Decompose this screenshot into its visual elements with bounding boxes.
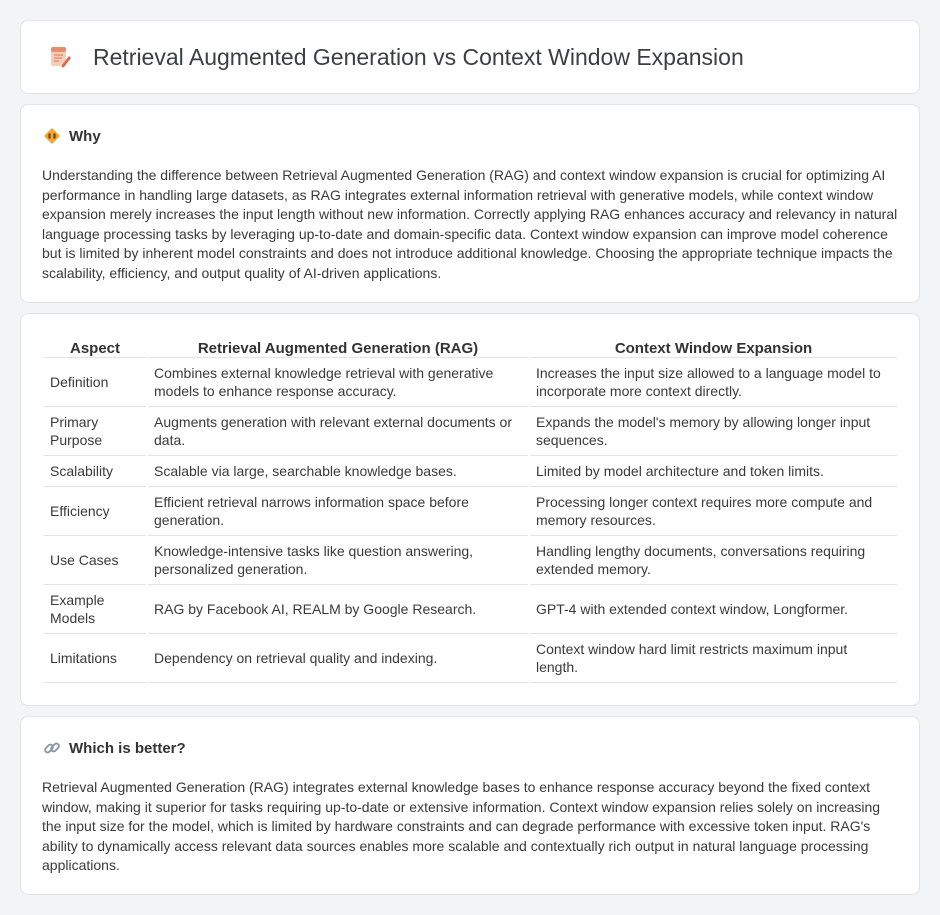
better-text: Retrieval Augmented Generation (RAG) integrates external knowledge bases to enhance response accuracy beyond the fixed context window, making it superior for tasks requiring up-to-date or extensive information. Context window expansion relies solely on increasing the input size for the model, which is limited by hardware constraints and can degrade performance with excessive token input. RAG's ability to dynamically access relevant data sources enables more scalable and contextually rich output in natural language processing applications.	[42, 779, 881, 873]
row-aspect: Scalability	[44, 456, 146, 487]
row-aspect: Example Models	[44, 585, 146, 634]
row-context-value: Context window hard limit restricts maximum input length.	[530, 634, 897, 683]
row-context-value: Limited by model architecture and token limits.	[530, 456, 897, 487]
better-card	[20, 716, 920, 895]
row-aspect: Efficiency	[44, 487, 146, 536]
why-card	[20, 104, 920, 303]
better-heading	[43, 739, 186, 757]
row-rag-value: Knowledge-intensive tasks like question answering, personalized generation.	[148, 536, 528, 585]
comparison-table	[42, 334, 899, 683]
row-context-value: Expands the model's memory by allowing longer input sequences.	[530, 407, 897, 456]
title-row	[21, 21, 919, 93]
link-icon	[43, 739, 61, 757]
table-row	[44, 358, 897, 407]
table-row	[44, 407, 897, 456]
page-title: Retrieval Augmented Generation vs Context Window Expansion	[93, 43, 744, 70]
row-rag-value: Augments generation with relevant external documents or data.	[148, 407, 528, 456]
table-row	[44, 487, 897, 536]
header-context-window: Context Window Expansion	[530, 334, 897, 358]
diamond-warning-icon	[43, 127, 61, 145]
row-context-value: Processing longer context requires more compute and memory resources.	[530, 487, 897, 536]
table-row	[44, 536, 897, 585]
row-context-value: Handling lengthy documents, conversations requiring extended memory.	[530, 536, 897, 585]
row-rag-value: Combines external knowledge retrieval with generative models to enhance response accuracy.	[148, 358, 528, 407]
row-rag-value: RAG by Facebook AI, REALM by Google Research.	[148, 585, 528, 634]
row-context-value: GPT-4 with extended context window, Longformer.	[530, 585, 897, 634]
row-aspect: Primary Purpose	[44, 407, 146, 456]
title-card	[20, 20, 920, 94]
row-context-value: Increases the input size allowed to a language model to incorporate more context directly.	[530, 358, 897, 407]
document-edit-icon	[47, 44, 73, 70]
row-rag-value: Dependency on retrieval quality and indexing.	[148, 634, 528, 683]
table-row	[44, 634, 897, 683]
row-aspect: Use Cases	[44, 536, 146, 585]
row-rag-value: Scalable via large, searchable knowledge bases.	[148, 456, 528, 487]
table-header-row	[44, 334, 897, 358]
table-row	[44, 585, 897, 634]
why-heading	[43, 127, 101, 145]
header-rag: Retrieval Augmented Generation (RAG)	[148, 334, 528, 358]
better-title: Which is better?	[69, 739, 186, 757]
table-row	[44, 456, 897, 487]
comparison-card	[20, 313, 920, 706]
row-aspect: Limitations	[44, 634, 146, 683]
row-rag-value: Efficient retrieval narrows information space before generation.	[148, 487, 528, 536]
why-text: Understanding the difference between Retrieval Augmented Generation (RAG) and context window expansion is crucial for optimizing AI performance in handling large datasets, as RAG integrates external information retrieval with generative models, while context window expansion merely increases the input length without new information. Correctly applying RAG enhances accuracy and relevancy in natural language processing tasks by leveraging up-to-date and domain-specific data. Context window expansion can improve model coherence but is limited by inherent model constraints and does not introduce additional knowledge. Choosing the appropriate technique impacts the scalability, efficiency, and output quality of AI-driven applications.	[42, 167, 898, 281]
row-aspect: Definition	[44, 358, 146, 407]
header-aspect: Aspect	[44, 334, 146, 358]
why-title: Why	[69, 127, 101, 145]
